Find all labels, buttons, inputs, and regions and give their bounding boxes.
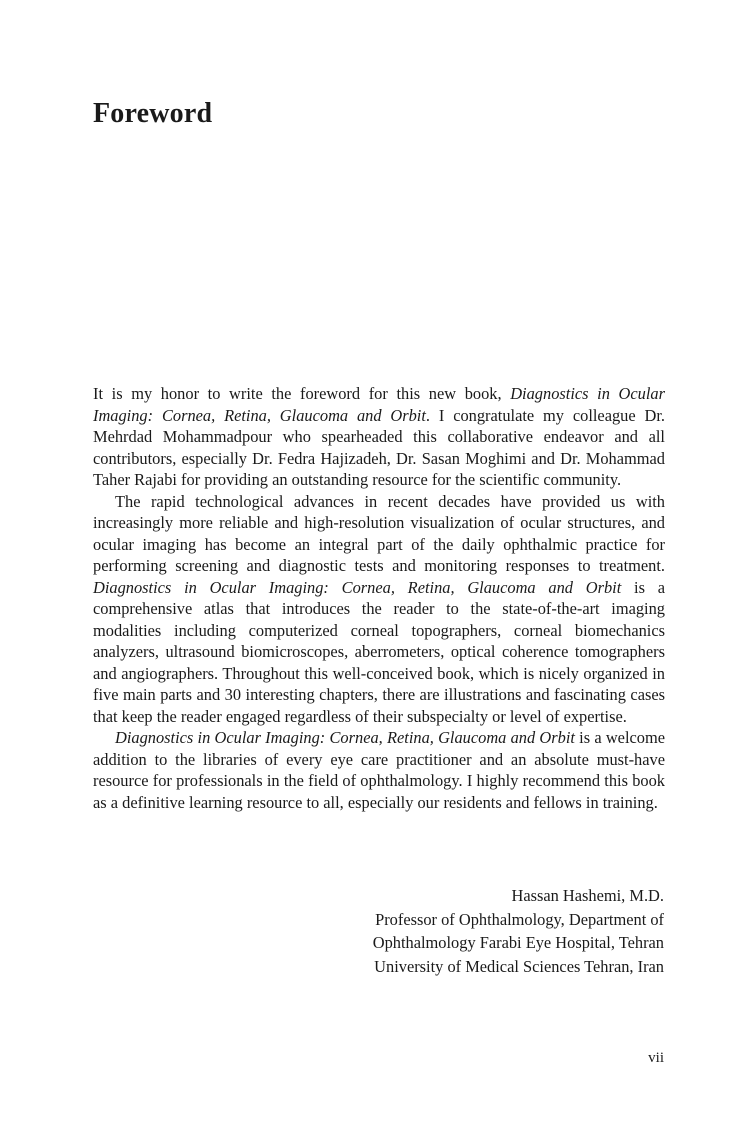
book-title-italic: Diagnostics in Ocular Imaging: Cornea, Retina, Glaucoma and Orbit — [93, 577, 622, 597]
paragraph-1-text-cont: . I congratulate my colleague Dr. Mehrdad Mohammadpour who spearheaded this collaborative endeavor and all contributors, especially Dr. Fedra Hajizadeh, Dr. Sasan Moghimi and Dr. Mohammad Taher Rajabi for providing an outstanding resource for the scientific community. — [93, 405, 665, 489]
paragraph-1-text: It is my honor to write the foreword for this new book, — [93, 384, 511, 403]
page-title: Foreword — [93, 98, 213, 129]
signature-block — [373, 884, 664, 978]
paragraph-3 — [93, 727, 665, 813]
signature-name: Hassan Hashemi, M.D. — [511, 886, 664, 905]
paragraph-2-text-cont: is a comprehensive atlas that introduces the reader to the state-of-the-art imaging modalities including computerized corneal topographers, corneal biomechanics analyzers, ultrasound biomicroscopes, aberrometers, optical coherence tomographers and angiographers. Throughout this well-conceived book, which is nicely organized in five main parts and 30 interesting chapters, there are illustrations and fascinating cases that keep the reader engaged regardless of their subspecialty or level of expertise. — [93, 577, 666, 726]
signature-affiliation-line-1: Professor of Ophthalmology, Department of — [375, 909, 664, 929]
paragraph-3-text: is a welcome addition to the libraries of every eye care practitioner and an absolute must-have resource for professionals in the field of ophthalmology. I highly recommend this book as a definitive learning resource to all, especially our residents and fellows in training. — [93, 728, 666, 812]
book-title-italic: Diagnostics in Ocular Imaging: Cornea, Retina, Glaucoma and Orbit — [115, 728, 575, 747]
signature-affiliation-line-3: University of Medical Sciences Tehran, Iran — [374, 956, 664, 976]
book-title-italic: Diagnostics in Ocular Imaging: Cornea, Retina, Glaucoma and Orbit — [93, 384, 665, 425]
page-number: vii — [648, 1050, 664, 1066]
foreword-body — [93, 383, 665, 813]
paragraph-2 — [93, 491, 665, 728]
paragraph-1 — [93, 383, 665, 491]
paragraph-2-text: The rapid technological advances in recent decades have provided us with increasingly more reliable and high-resolution visualization of ocular structures, and ocular imaging has become an integral part of the daily ophthalmic practice for performing screening and diagnostic tests and monitoring responses to treatment. — [93, 491, 665, 575]
signature-affiliation-line-2: Ophthalmology Farabi Eye Hospital, Tehran — [372, 933, 664, 952]
